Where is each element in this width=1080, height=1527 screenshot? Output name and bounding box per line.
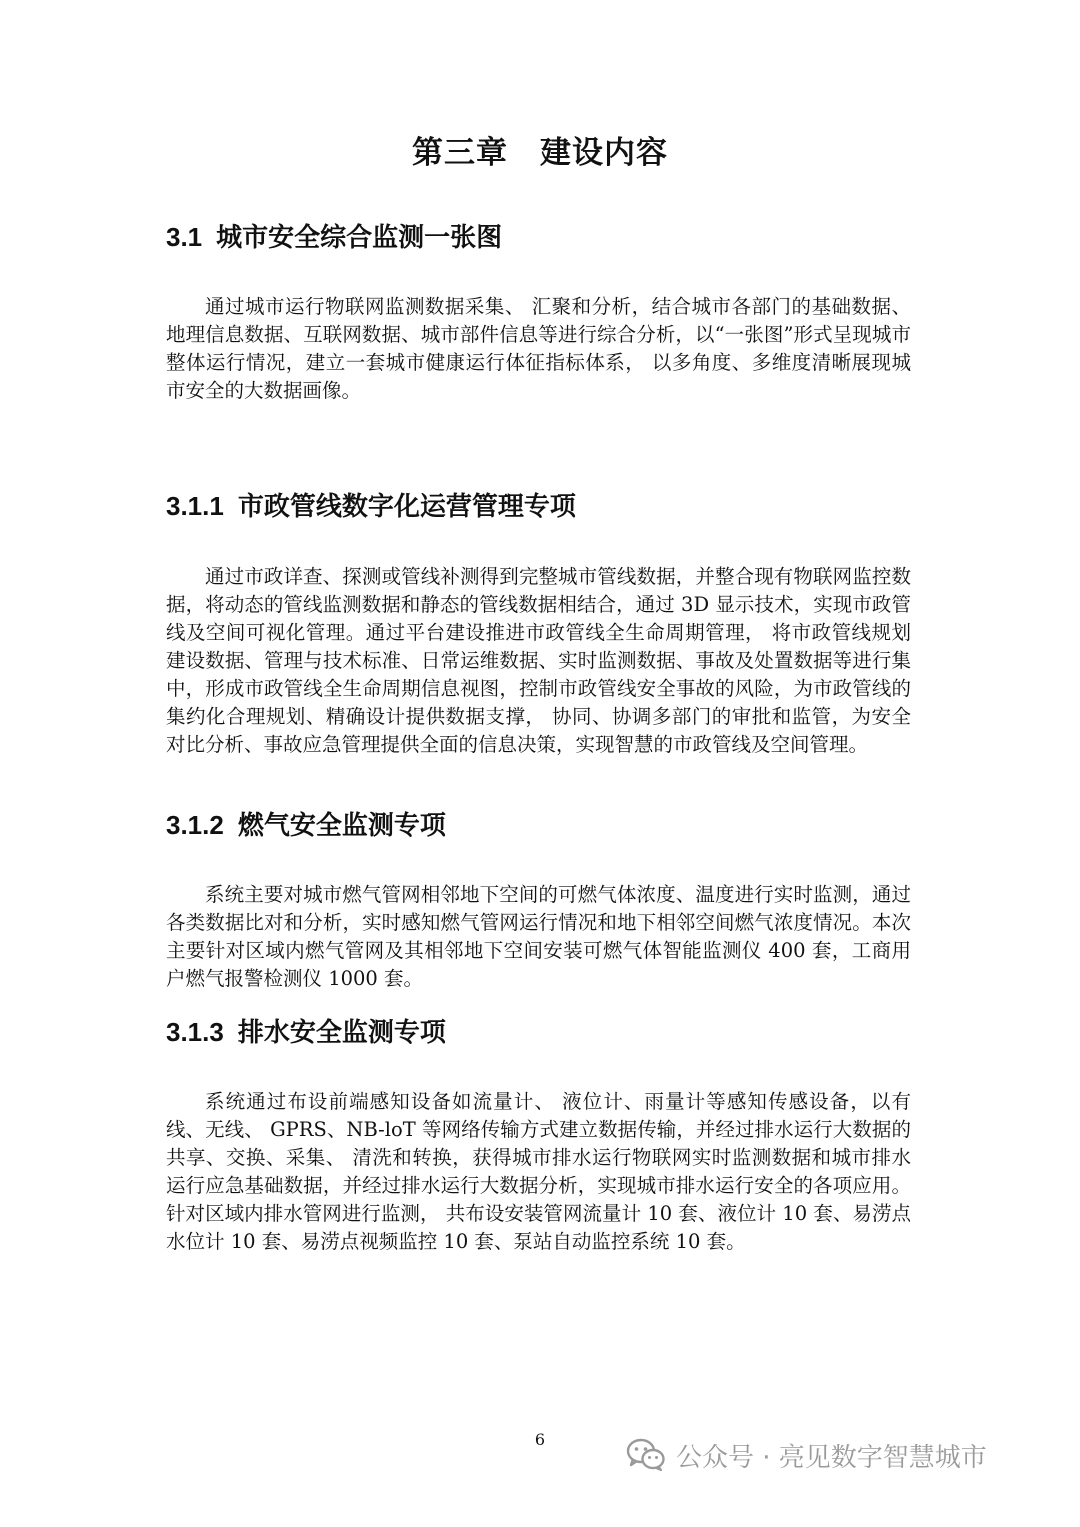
section-body-3-1-3: 系统通过布设前端感知设备如流量计、 液位计、雨量计等感知传感设备，以有线、无线、 GPRS、NB-loT 等网络传输方式建立数据传输，并经过排水运行大数据的共享、交换、采集、 清洗和转换，获得城市排水运行物联网实时监测数据和城市排水运行应急基础数据，并经过排水运行大数据分析，实现城市排水运行安全的各项应用。针对区域内排水管网进行监测， 共布设安装管网流量计 10 套、液位计 10 套、易涝点水位计 10 套、易涝点视频监控 10 套、泵站自动监控系统 10 套。 <box>166 1090 911 1253</box>
section-heading-3-1 <box>166 220 502 255</box>
section-body-3-1-1: 通过市政详查、探测或管线补测得到完整城市管线数据，并整合现有物联网监控数据，将动态的管线监测数据和静态的管线数据相结合，通过 3D 显示技术，实现市政管线及空间可视化管理。通过平台建设推进市政管线全生命周期管理， 将市政管线规划建设数据、管理与技术标准、日常运维数据、实时监测数据、事故及处置数据等进行集中，形成市政管线全生命周期信息视图，控制市政管线安全事故的风险，为市政管线的集约化合理规划、精确设计提供数据支撑， 协同、协调多部门的审批和监管，为安全对比分析、事故应急管理提供全面的信息决策，实现智慧的市政管线及空间管理。 <box>166 565 911 756</box>
watermark <box>626 1430 987 1480</box>
section-number: 3.1 <box>166 222 203 252</box>
section-title: 排水安全监测专项 <box>237 1018 446 1048</box>
chapter-title: 第三章 建设内容 <box>412 135 668 171</box>
wechat-icon <box>626 1438 666 1472</box>
section-title: 城市安全综合监测一张图 <box>216 223 503 253</box>
section-number: 3.1.1 <box>166 491 224 521</box>
watermark-text: 公众号 · 亮见数字智慧城市 <box>676 1442 987 1473</box>
section-number: 3.1.3 <box>166 1017 224 1047</box>
page-number: 6 <box>534 1430 546 1449</box>
section-heading-3-1-2 <box>166 808 446 843</box>
section-body-3-1-2: 系统主要对城市燃气管网相邻地下空间的可燃气体浓度、温度进行实时监测，通过各类数据比对和分析，实时感知燃气管网运行情况和地下相邻空间燃气浓度情况。本次主要针对区域内燃气管网及其相邻地下空间安装可燃气体智能监测仪 400 套，工商用户燃气报警检测仪 1000 套。 <box>166 883 911 990</box>
section-heading-3-1-1 <box>166 489 576 524</box>
section-body-3-1: 通过城市运行物联网监测数据采集、 汇聚和分析，结合城市各部门的基础数据、地理信息数据、互联网数据、城市部件信息等进行综合分析，以“一张图”形式呈现城市整体运行情况，建立一套城市健康运行体征指标体系， 以多角度、多维度清晰展现城市安全的大数据画像。 <box>166 295 911 402</box>
section-number: 3.1.2 <box>166 810 224 840</box>
section-title: 燃气安全监测专项 <box>237 811 446 841</box>
section-heading-3-1-3 <box>166 1015 446 1050</box>
section-title: 市政管线数字化运营管理专项 <box>237 492 576 522</box>
